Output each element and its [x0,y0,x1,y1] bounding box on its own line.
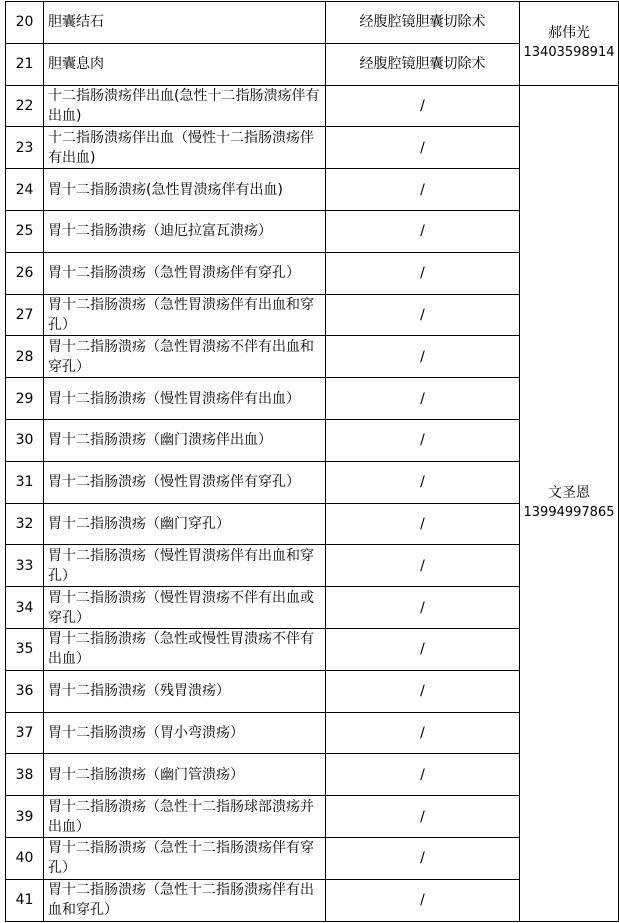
row-number: 22 [6,85,44,127]
doctor-name: 郝伟光 [548,25,590,42]
disease-name: 胃十二指肠溃疡（慢性胃溃疡伴有出血和穿孔） [44,545,326,587]
table-row [6,2,619,44]
procedure: 经腹腔镜胆囊切除术 [326,2,520,44]
disease-name: 胆囊息肉 [44,43,326,85]
row-number: 29 [6,378,44,420]
procedure: / [326,378,520,420]
disease-name: 胃十二指肠溃疡(急性胃溃疡伴有出血) [44,169,326,211]
row-number: 41 [6,879,44,921]
row-number: 21 [6,43,44,85]
procedure: / [326,252,520,294]
procedure: 经腹腔镜胆囊切除术 [326,43,520,85]
disease-name: 胃十二指肠溃疡（急性胃溃疡伴有穿孔） [44,252,326,294]
disease-name: 胃十二指肠溃疡（残胃溃疡） [44,670,326,712]
row-number: 28 [6,336,44,378]
disease-name: 十二指肠溃疡伴出血（慢性十二指肠溃疡伴有出血) [44,127,326,169]
disease-name: 胃十二指肠溃疡（急性胃溃疡不伴有出血和穿孔） [44,336,326,378]
disease-name: 胃十二指肠溃疡（迪厄拉富瓦溃疡） [44,210,326,252]
disease-name: 胃十二指肠溃疡（急性或慢性胃溃疡不伴有出血） [44,628,326,670]
doctor-phone: 13403598914 [523,45,615,61]
row-number: 39 [6,796,44,838]
row-number: 37 [6,712,44,754]
row-number: 20 [6,2,44,44]
procedure: / [326,336,520,378]
procedure: / [326,879,520,921]
row-number: 27 [6,294,44,336]
row-number: 33 [6,545,44,587]
disease-name: 胃十二指肠溃疡（幽门溃疡伴出血） [44,419,326,461]
disease-name: 胃十二指肠溃疡（急性十二指肠溃疡伴有穿孔） [44,837,326,879]
row-number: 35 [6,628,44,670]
procedure: / [326,837,520,879]
procedure: / [326,754,520,796]
row-number: 40 [6,837,44,879]
disease-name: 胃十二指肠溃疡（急性十二指肠球部溃疡并出血） [44,796,326,838]
row-number: 26 [6,252,44,294]
procedure: / [326,85,520,127]
disease-name: 十二指肠溃疡伴出血(急性十二指肠溃疡伴有出血) [44,85,326,127]
procedure: / [326,670,520,712]
disease-name: 胃十二指肠溃疡（慢性胃溃疡不伴有出血或穿孔） [44,587,326,629]
disease-name: 胃十二指肠溃疡（胃小弯溃疡） [44,712,326,754]
procedure: / [326,545,520,587]
disease-name: 胆囊结石 [44,2,326,44]
row-number: 25 [6,210,44,252]
row-number: 38 [6,754,44,796]
procedure: / [326,796,520,838]
disease-name: 胃十二指肠溃疡（幽门穿孔） [44,503,326,545]
procedure: / [326,503,520,545]
procedure: / [326,628,520,670]
procedure: / [326,712,520,754]
row-number: 34 [6,587,44,629]
doctor-phone: 13994997865 [523,505,615,521]
procedure: / [326,210,520,252]
procedure: / [326,169,520,211]
doctor-contact [520,85,619,921]
row-number: 24 [6,169,44,211]
disease-name: 胃十二指肠溃疡（急性十二指肠溃疡伴有出血和穿孔） [44,879,326,921]
row-number: 31 [6,461,44,503]
procedure: / [326,294,520,336]
procedure: / [326,587,520,629]
disease-name: 胃十二指肠溃疡（幽门管溃疡） [44,754,326,796]
procedure: / [326,127,520,169]
row-number: 32 [6,503,44,545]
disease-name: 胃十二指肠溃疡（慢性胃溃疡伴有穿孔） [44,461,326,503]
disease-table [5,1,619,922]
row-number: 23 [6,127,44,169]
procedure: / [326,419,520,461]
disease-name: 胃十二指肠溃疡（慢性胃溃疡伴有出血） [44,378,326,420]
disease-name: 胃十二指肠溃疡（急性胃溃疡伴有出血和穿孔） [44,294,326,336]
row-number: 36 [6,670,44,712]
row-number: 30 [6,419,44,461]
doctor-contact [520,2,619,86]
table-row [6,85,619,127]
doctor-name: 文圣恩 [548,485,590,502]
procedure: / [326,461,520,503]
